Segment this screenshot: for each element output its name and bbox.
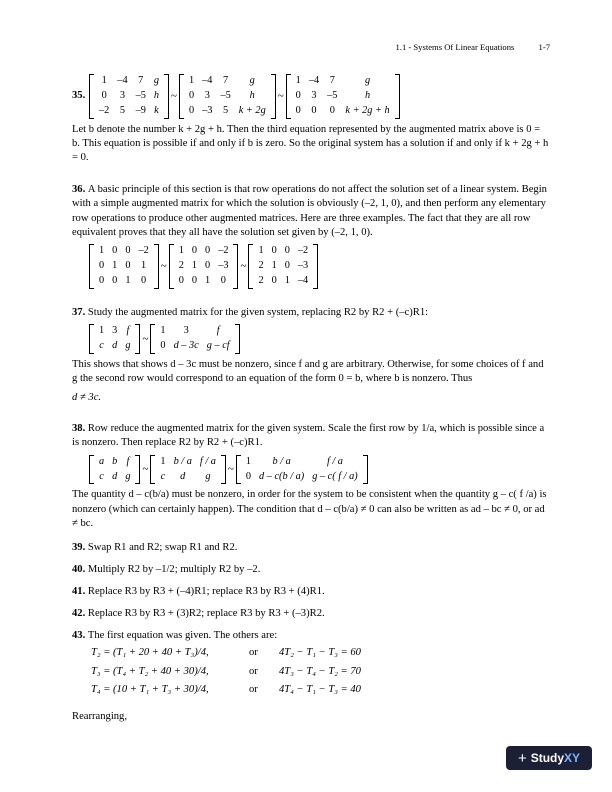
problem-number: 36. [72, 184, 86, 195]
equation-lhs: T₂ = (T₁ + 20 + 40 + T₃)/4, [91, 647, 209, 659]
matrix-cell: 2 [258, 275, 264, 287]
matrix-cell: 0 [191, 245, 198, 257]
plus-icon: + [517, 749, 527, 767]
problem-number: 41. [72, 586, 86, 597]
matrix-cell: g [125, 470, 131, 482]
matrix-cell: 1 [191, 260, 198, 272]
matrix-cell: 7 [138, 75, 144, 86]
matrix-cell: –3 [218, 260, 229, 272]
matrix [236, 455, 368, 485]
matrix-cell: a [99, 455, 105, 467]
matrix-row [95, 324, 134, 339]
matrix [89, 455, 140, 485]
row-equivalent-sign: ~ [227, 463, 234, 476]
problem-text: Let b denote the number k + 2g + h. Then the third equation represented by the augmented matrix above is 0 = b. This equation is possible if and only if b is zero. So the original system has a solution if and only if k + 2g + h = 0. [72, 123, 549, 164]
result: d ≠ 3c. [72, 391, 102, 403]
matrix-cell: 0 [125, 260, 131, 272]
equation-row [91, 664, 367, 680]
matrix-cell: h [249, 89, 255, 101]
matrix [150, 324, 239, 354]
matrix-cell: h [364, 89, 371, 101]
matrix-cell: 0 [99, 275, 105, 287]
matrix-cell: k + 2g + h [345, 104, 390, 116]
matrix-cell: 3 [311, 89, 317, 101]
matrix-row [242, 455, 362, 470]
matrix-cell: 0 [284, 245, 290, 257]
matrix-cell: 1 [284, 275, 290, 287]
matrix-cell: 3 [112, 325, 118, 337]
problem-40 [72, 563, 550, 577]
equation-rhs: 4T₄ − T₁ − T₃ = 40 [279, 683, 361, 695]
row-equivalent-sign: ~ [142, 463, 149, 476]
matrix-row [156, 324, 233, 339]
problem-37 [72, 306, 550, 405]
page-number: 1-7 [538, 42, 550, 52]
section-title: 1.1 - Systems Of Linear Equations [395, 42, 515, 52]
matrix-row [292, 104, 394, 119]
matrix-cell: f [126, 455, 130, 467]
matrix-cell: c [99, 470, 104, 482]
matrix-cell: f [126, 325, 130, 337]
problem-38 [72, 422, 550, 531]
equation-rhs: 4T₂ − T₁ − T₃ = 60 [279, 647, 361, 659]
matrix-row [156, 455, 220, 470]
matrix-row [156, 470, 220, 485]
problem-text: Multiply R2 by –1/2; multiply R2 by –2. [87, 564, 261, 575]
matrix-cell: k [154, 104, 159, 116]
matrix-row [95, 274, 153, 289]
equation-or: or [249, 683, 258, 695]
row-equivalent-sign: ~ [277, 89, 284, 102]
matrix-cell: 1 [295, 75, 301, 86]
problem-number: 40. [72, 564, 86, 575]
matrix-row [242, 470, 362, 485]
matrix-cell: 0 [295, 89, 301, 101]
problem-number: 38. [72, 423, 86, 434]
matrix-row [95, 74, 163, 89]
rearranging-text: Rearranging, [72, 711, 128, 722]
problem-39 [72, 541, 550, 555]
problem-text: Replace R3 by R3 + (3)R2; replace R3 by R3 + (–3)R2. [87, 608, 325, 619]
matrix-cell: c [99, 340, 104, 352]
row-equivalent-sign: ~ [171, 89, 177, 102]
matrix-cell: 5 [223, 104, 229, 116]
matrix-cell: 0 [112, 275, 118, 287]
problem-number: 39. [72, 542, 86, 553]
matrix-cell: b / a [272, 455, 291, 467]
equation-lhs: T₄ = (10 + T₁ + T₃ + 30)/4, [91, 683, 209, 695]
matrix-cell: 0 [311, 104, 317, 116]
matrix-cell: 3 [204, 89, 210, 101]
problem-text: The first equation was given. The others are: [87, 630, 278, 641]
studyxy-logo[interactable] [506, 746, 592, 770]
matrix-cell: d – 3c [173, 340, 199, 352]
problem-number: 43. [72, 630, 86, 641]
matrix-cell: f [216, 325, 220, 337]
row-equivalent-sign: ~ [142, 332, 149, 345]
matrix-cell: 0 [205, 260, 211, 272]
matrix-row [254, 244, 312, 259]
problem-text: Row reduce the augmented matrix for the given system. Scale the first row by 1/a, which is possible since a is nonzero. Then replace R2 by R2 + (–c)R1. [72, 423, 545, 449]
equation-or: or [249, 665, 258, 677]
problem-text: The quantity d – c(b/a) must be nonzero, in order for the system to be consistent when the quantity g – c( f /a) is nonzero (which can certainly happen). The condition that d – c(b/a) ≠ 0 can also be written as ad – bc ≠ 0, or ad ≠ bc. [72, 489, 547, 530]
matrix-cell: –2 [218, 245, 229, 257]
matrix-row [95, 259, 153, 274]
matrix [89, 74, 169, 119]
matrix-cell: 1 [141, 260, 147, 272]
matrix-cell: g [153, 75, 160, 86]
matrix-row [95, 89, 163, 104]
matrix-cell: 0 [99, 260, 105, 272]
matrix-cell: c [160, 470, 166, 482]
equation-lhs: T₃ = (T₄ + T₂ + 40 + 30)/4, [91, 665, 209, 677]
matrix-row [156, 339, 233, 354]
row-equivalent-sign: ~ [160, 260, 167, 273]
matrix-cell: f / a [199, 455, 216, 467]
matrix-cell: –5 [135, 89, 146, 101]
matrix [179, 74, 276, 119]
matrix-row [254, 274, 312, 289]
running-header [396, 42, 551, 54]
matrix-cell: 0 [329, 104, 335, 116]
matrix-cell: –3 [202, 104, 213, 116]
matrix-cell: 1 [245, 455, 252, 467]
matrix-cell: 0 [245, 470, 252, 482]
matrix [89, 324, 140, 354]
matrix-row [175, 274, 233, 289]
logo-text-study: Study [530, 750, 565, 765]
matrix-row [185, 74, 270, 89]
matrix-cell: –2 [297, 245, 309, 257]
matrix-cell: –3 [297, 260, 309, 272]
equation-list [89, 643, 369, 700]
problem-text: This shows that shows d – 3c must be nonzero, since f and g are arbitrary. Otherwise, for some choices of f and g the second row would correspond to an equation of the form 0 = b, where b is nonzero. Thus [72, 359, 544, 385]
matrix-cell: 1 [99, 245, 105, 257]
matrix [248, 244, 318, 289]
equation-or: or [249, 647, 258, 659]
matrix-cell: 0 [141, 275, 147, 287]
matrix-row [95, 470, 134, 485]
equation-row [91, 682, 367, 698]
matrix-cell: –4 [297, 275, 309, 287]
matrix-cell: 0 [220, 275, 226, 287]
problem-text: Study the augmented matrix for the given system, replacing R2 by R2 + (–c)R1: [87, 307, 429, 318]
matrix-cell: d [112, 340, 118, 352]
matrix-cell: 0 [205, 245, 211, 257]
problem-41 [72, 585, 550, 599]
matrix [169, 244, 239, 289]
matrix-cell: g [205, 470, 211, 482]
matrix-cell: 1 [101, 75, 107, 86]
matrix-cell: g – cf [206, 340, 230, 352]
matrix-row [95, 244, 153, 259]
matrix-cell: h [153, 89, 160, 101]
matrix-cell: b [112, 455, 118, 467]
matrix-cell: –9 [135, 104, 146, 116]
matrix-cell: 1 [189, 75, 195, 86]
equation-row [91, 645, 367, 661]
matrix-cell: 0 [295, 104, 301, 116]
matrix-cell: 0 [101, 89, 107, 101]
matrix-cell: 0 [189, 104, 195, 116]
problem-text: A basic principle of this section is that row operations do not affect the solution set of a linear system. Begin with a simple augmented matrix for which the solution is obviously (–2, 1, 0), and then perform any elementary row operations to produce other augmented matrices. Here are three examples. The fact that they are all row equivalent proves that they all have the solution set given by (–2, 1, 0). [72, 184, 547, 238]
matrix-cell: 1 [205, 275, 211, 287]
matrix-cell: 3 [183, 325, 189, 337]
problem-36 [72, 183, 550, 293]
matrix-row [185, 104, 270, 119]
matrix-cell: –2 [138, 245, 149, 257]
matrix-cell: 0 [189, 89, 195, 101]
matrix-row [185, 89, 270, 104]
matrix-cell: –5 [220, 89, 231, 101]
matrix-cell: 0 [112, 245, 118, 257]
matrix-cell: 0 [125, 245, 131, 257]
matrix-row [95, 339, 134, 354]
matrix-row [292, 74, 394, 89]
matrix-cell: d – c(b / a) [259, 470, 305, 482]
matrix-cell: 0 [178, 275, 184, 287]
matrix-cell: d [180, 470, 186, 482]
matrix-cell: f / a [326, 455, 343, 467]
problem-35 [72, 74, 550, 166]
matrix-cell: 7 [329, 75, 335, 86]
logo-text-xy: XY [564, 750, 581, 765]
matrix-cell: g [125, 340, 131, 352]
problem-text: Replace R3 by R3 + (–4)R1; replace R3 by R3 + (4)R1. [87, 586, 325, 597]
equation-rhs: 4T₃ − T₄ − T₂ = 70 [279, 665, 361, 677]
problem-43 [72, 629, 550, 700]
matrix-cell: –5 [327, 89, 338, 101]
matrix-cell: k + 2g [238, 104, 266, 116]
matrix-cell: 3 [119, 89, 126, 101]
problem-text: Swap R1 and R2; swap R1 and R2. [87, 542, 238, 553]
matrix-cell: 0 [271, 275, 277, 287]
matrix-row [95, 455, 134, 470]
matrix-cell: 0 [160, 340, 166, 352]
row-equivalent-sign: ~ [240, 260, 247, 273]
matrix-cell: 1 [271, 260, 277, 272]
matrix [89, 244, 159, 289]
matrix-cell: 1 [160, 325, 166, 337]
matrix-cell: 0 [284, 260, 290, 272]
matrix-cell: –4 [202, 75, 213, 86]
matrix-row [175, 259, 233, 274]
matrix-cell: 1 [178, 245, 184, 257]
matrix-cell: 1 [125, 275, 131, 287]
matrix-row [95, 104, 163, 119]
matrix-cell: 1 [160, 455, 166, 467]
matrix-cell: b / a [173, 455, 192, 467]
matrix-row [254, 259, 312, 274]
problem-number: 35. [72, 90, 86, 102]
matrix-cell: –4 [308, 75, 320, 86]
matrix-row [175, 244, 233, 259]
matrix-cell: 5 [119, 104, 126, 116]
matrix-cell: 7 [223, 75, 229, 86]
matrix-cell: 2 [178, 260, 184, 272]
matrix-cell: 2 [258, 260, 264, 272]
problem-42 [72, 607, 550, 621]
matrix-cell: 0 [191, 275, 198, 287]
problem-number: 42. [72, 608, 86, 619]
matrix-cell: 1 [258, 245, 264, 257]
matrix-cell: 0 [271, 245, 277, 257]
matrix-row [292, 89, 394, 104]
matrix-cell: d [112, 470, 118, 482]
matrix-cell: g [249, 75, 255, 86]
matrix-cell: 1 [99, 325, 105, 337]
matrix [286, 74, 400, 119]
matrix [150, 455, 226, 485]
matrix-cell: 1 [112, 260, 118, 272]
problem-number: 37. [72, 307, 86, 318]
matrix-cell: g – c( f / a) [312, 470, 358, 482]
matrix-cell: –2 [99, 104, 110, 116]
matrix-cell: g [364, 75, 371, 86]
matrix-cell: –4 [117, 75, 128, 86]
